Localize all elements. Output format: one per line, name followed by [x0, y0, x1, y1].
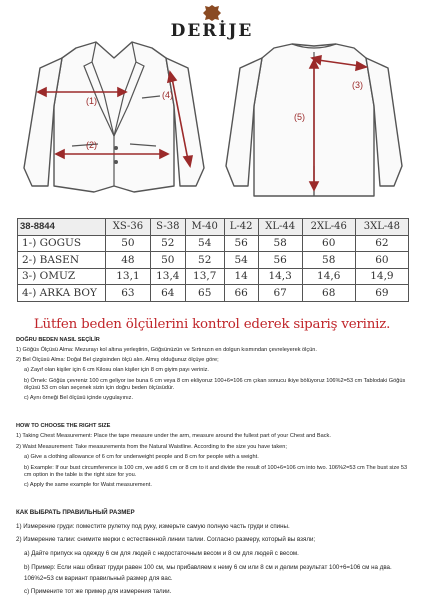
instruction-item: b) Örnek: Göğüs çevreniz 100 cm geliyor ise buna 6 cm veya 8 cm ekliyoruz 100+6=106 cm çıkan sonucu ikiye bölüyoruz 106%2=53 cm Tablodaki Göğüs ölçüsü 53 cm olan seçenek sizin için doğru beden ölçüsüdür.: [24, 377, 406, 391]
size-chart-table: [17, 218, 409, 302]
size-header: 2XL-46: [302, 219, 355, 236]
table-cell: 52: [150, 235, 185, 252]
table-cell: 14,6: [302, 268, 355, 285]
section-title: КАК ВЫБРАТЬ ПРАВИЛЬНЫЙ РАЗМЕР: [16, 509, 135, 516]
jacket-back-diagram: [214, 36, 414, 208]
table-cell: 60: [302, 235, 355, 252]
table-cell: 14: [224, 268, 258, 285]
row-label: 2-) BASEN: [18, 252, 106, 269]
instruction-item: 2) Измерение талии: снимите мерки с естественной линии талии. Согласно размеру, который вы взяли;: [16, 536, 316, 544]
instruction-item: 2) Waist Measurement: Take measurements from the Natural Waistline. According to the size you have taken;: [16, 443, 287, 450]
row-label: 4-) ARKA BOY: [18, 285, 106, 302]
table-cell: 48: [106, 252, 151, 269]
label-4: (4): [162, 90, 173, 100]
instruction-item: а) Дайте припуск на одежду 6 см для людей с недостаточным весом и 8 см для людей с весом.: [24, 550, 299, 558]
table-cell: 68: [302, 285, 355, 302]
instruction-item: a) Zayıf olan kişiler için 6 cm Kilosu olan kişiler için 8 cm giyim payı veriniz.: [24, 367, 209, 374]
table-cell: 13,4: [150, 268, 185, 285]
instructions-turkish: [16, 337, 416, 405]
instruction-item: a) Give a clothing allowance of 6 cm for underweight people and 8 cm for people with a weight.: [24, 454, 259, 461]
table-row: [18, 285, 409, 302]
table-cell: 60: [355, 252, 408, 269]
section-title: HOW TO CHOOSE THE RIGHT SIZE: [16, 423, 111, 429]
row-label: 1-) GOGUS: [18, 235, 106, 252]
size-header: 3XL-48: [355, 219, 408, 236]
table-cell: 64: [150, 285, 185, 302]
instruction-item: c) Примените тот же пример для измерения талии.: [24, 588, 172, 596]
brand-logo: [0, 4, 424, 40]
table-row: [18, 268, 409, 285]
table-cell: 13,7: [185, 268, 224, 285]
table-cell: 54: [185, 235, 224, 252]
table-cell: 62: [355, 235, 408, 252]
instruction-item: 1) Taking Chest Measurement: Place the tape measure under the arm, measure around the fullest part of your Chest and Back.: [16, 433, 331, 439]
table-cell: 54: [224, 252, 258, 269]
label-5: (5): [294, 112, 305, 122]
instruction-item: c) Aynı örneği Bel ölçüsü içinde uygulayınız.: [24, 394, 134, 401]
leather-hide-icon: [201, 4, 223, 22]
instruction-item: 2) Bel Ölçüsü Alma: Doğal Bel çizgisinden ölçü alın. Almış olduğunuz ölçüye göre;: [16, 357, 219, 364]
row-label: 3-) OMUZ: [18, 268, 106, 285]
table-cell: 14,3: [258, 268, 302, 285]
size-header: XS-36: [106, 219, 151, 236]
section-title: DOĞRU BEDEN NASIL SEÇİLİR: [16, 337, 100, 343]
label-1: (1): [86, 96, 97, 106]
size-header-row: [18, 219, 409, 236]
table-row: [18, 235, 409, 252]
instructions-russian: [16, 508, 416, 600]
table-cell: 66: [224, 285, 258, 302]
label-3: (3): [352, 80, 363, 90]
table-cell: 69: [355, 285, 408, 302]
table-cell: 50: [106, 235, 151, 252]
order-warning-heading: Lütfen beden ölçülerini kontrol ederek sipariş veriniz.: [33, 317, 391, 332]
table-row: [18, 252, 409, 269]
table-cell: 52: [185, 252, 224, 269]
product-code: 38-8844: [18, 219, 106, 236]
instruction-item: 1) Göğüs Ölçüsü Alma: Mezurayı kol altına yerleştirin, Göğsünüzün ve Sırtınızın en dolgun kısmından çevreleyerek ölçün.: [16, 347, 317, 353]
size-header: M-40: [185, 219, 224, 236]
table-cell: 56: [224, 235, 258, 252]
table-cell: 58: [302, 252, 355, 269]
instruction-item: 1) Измерение груди: поместите рулетку под руку, измерьте самую полную часть груди и спины.: [16, 522, 290, 530]
brand-name: DERİJE: [170, 21, 254, 41]
table-cell: 63: [106, 285, 151, 302]
instructions-english: [16, 423, 416, 493]
table-cell: 56: [258, 252, 302, 269]
table-cell: 67: [258, 285, 302, 302]
table-cell: 14,9: [355, 268, 408, 285]
table-cell: 50: [150, 252, 185, 269]
table-cell: 58: [258, 235, 302, 252]
table-cell: 65: [185, 285, 224, 302]
size-header: L-42: [224, 219, 258, 236]
size-header: XL-44: [258, 219, 302, 236]
jacket-front-diagram: [14, 36, 214, 208]
instruction-item: b) Example: If our bust circumference is 100 cm, we add 6 cm or 8 cm to it and divide the result of 100+6=106 cm into two. 106%2=53 cm The bust size 53 cm option in the table is the right size for you.: [24, 464, 408, 478]
instruction-item: c) Apply the same example for Waist measurement.: [24, 482, 152, 489]
instruction-item: b) Пример: Если наш обхват груди равен 100 см, мы прибавляем к нему 6 см или 8 см и делим результат 100+6=106 см на два. 106%2=53 см вариант правильный размер для вас.: [24, 563, 392, 582]
table-cell: 13,1: [106, 268, 151, 285]
size-header: S-38: [150, 219, 185, 236]
label-2: (2): [86, 140, 97, 150]
